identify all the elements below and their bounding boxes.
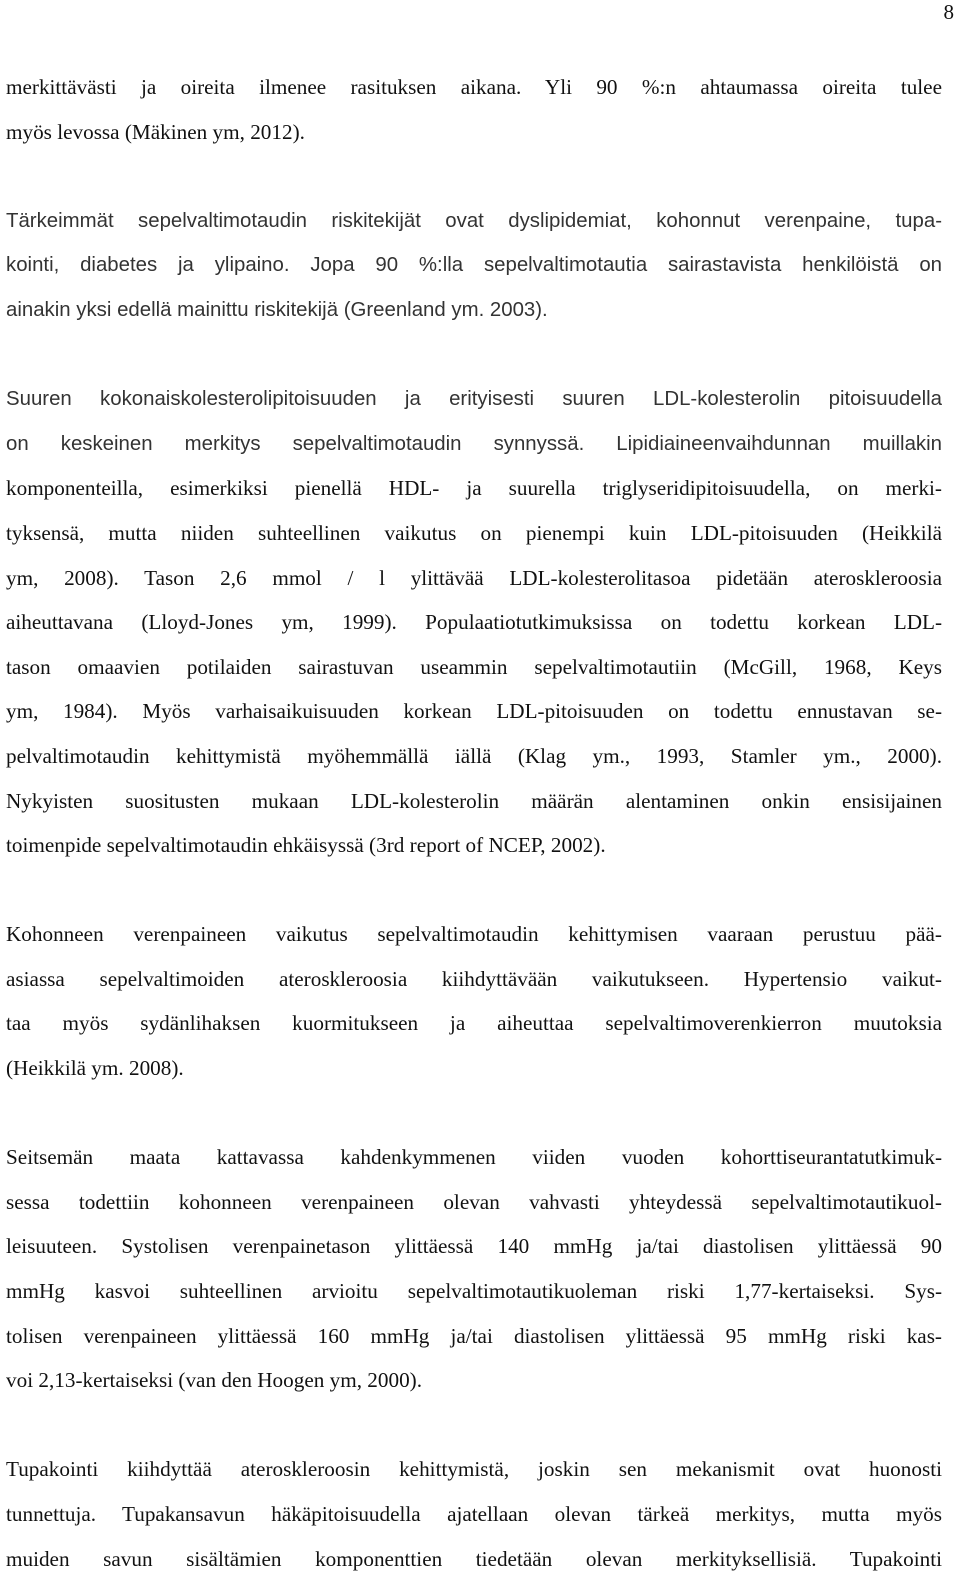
- text-line: ym, 2008). Tason 2,6 mmol / l ylittävää LDL-kolesterolitasoa pidetään ateroskleroosia: [6, 565, 942, 590]
- text-line: leisuuteen. Systolisen verenpainetason ylittäessä 140 mmHg ja/tai diastolisen ylittäessä 90: [6, 1234, 942, 1259]
- paragraph-risk-factors: [6, 199, 942, 333]
- document-body: [6, 65, 942, 1581]
- paragraph-symptoms: [6, 65, 942, 154]
- paragraph-cholesterol: [6, 377, 942, 868]
- text-line: tunnettuja. Tupakansavun häkäpitoisuudella ajatellaan olevan tärkeä merkitys, mutta myös: [6, 1502, 942, 1526]
- paragraph-smoking: [6, 1447, 942, 1581]
- text-line: mmHg kasvoi suhteellinen arvioitu sepelvaltimotautikuoleman riski 1,77-kertaiseksi. Sys-: [6, 1279, 942, 1304]
- text-line: Seitsemän maata kattavassa kahdenkymmenen viiden vuoden kohorttiseurantatutkimuk-: [6, 1145, 942, 1170]
- text-line: muiden savun sisältämien komponenttien tiedetään olevan merkityksellisiä. Tupakointi: [6, 1546, 942, 1571]
- text-line: merkittävästi ja oireita ilmenee rasituksen aikana. Yli 90 %:n ahtaumassa oireita tulee: [6, 75, 942, 99]
- text-line: on keskeinen merkitys sepelvaltimotaudin synnyssä. Lipidiaineenvaihdunnan muillakin: [6, 432, 942, 455]
- text-line: asiassa sepelvaltimoiden ateroskleroosia kiihdyttävään vaikutukseen. Hypertensio vaikut-: [6, 966, 942, 991]
- text-line: tason omaavien potilaiden sairastuvan useammin sepelvaltimotautiin (McGill, 1968, Keys: [6, 654, 942, 679]
- text-line: Tärkeimmät sepelvaltimotaudin riskitekijät ovat dyslipidemiat, kohonnut verenpaine, tupa-: [6, 209, 942, 232]
- text-line: Tupakointi kiihdyttää ateroskleroosin kehittymistä, joskin sen mekanismit ovat huonosti: [6, 1457, 942, 1482]
- page-number: 8: [943, 0, 954, 24]
- text-line: Nykyisten suositusten mukaan LDL-kolesterolin määrän alentaminen onkin ensisijainen: [6, 788, 942, 813]
- text-line: tyksensä, mutta niiden suhteellinen vaikutus on pienempi kuin LDL-pitoisuuden (Heikkilä: [6, 520, 942, 545]
- text-line: ym, 1984). Myös varhaisaikuisuuden korkean LDL-pitoisuuden on todettu ennustavan se-: [6, 699, 942, 724]
- text-line: kointi, diabetes ja ylipaino. Jopa 90 %:lla sepelvaltimotautia sairastavista henkilöistä on: [6, 254, 942, 277]
- paragraph-blood-pressure: [6, 912, 942, 1090]
- paragraph-seven-countries: [6, 1135, 942, 1403]
- text-line: ainakin yksi edellä mainittu riskitekijä (Greenland ym. 2003).: [6, 298, 548, 321]
- text-line: taa myös sydänlihaksen kuormitukseen ja aiheuttaa sepelvaltimoverenkierron muutoksia: [6, 1011, 942, 1036]
- text-line: pelvaltimotaudin kehittymistä myöhemmällä iällä (Klag ym., 1993, Stamler ym., 2000).: [6, 743, 942, 768]
- text-line: (Heikkilä ym. 2008).: [6, 1056, 184, 1081]
- text-line: Kohonneen verenpaineen vaikutus sepelvaltimotaudin kehittymisen vaaraan perustuu pää-: [6, 922, 942, 947]
- text-line: komponenteilla, esimerkiksi pienellä HDL- ja suurella triglyseridipitoisuudella, on merki-: [6, 476, 942, 501]
- text-line: toimenpide sepelvaltimotaudin ehkäisyssä (3rd report of NCEP, 2002).: [6, 833, 606, 858]
- text-line: myös levossa (Mäkinen ym, 2012).: [6, 119, 305, 144]
- text-line: voi 2,13-kertaiseksi (van den Hoogen ym, 2000).: [6, 1368, 423, 1393]
- text-line: sessa todettiin kohonneen verenpaineen olevan vahvasti yhteydessä sepelvaltimotautikuol-: [6, 1189, 942, 1214]
- text-line: tolisen verenpaineen ylittäessä 160 mmHg ja/tai diastolisen ylittäessä 95 mmHg riski kas-: [6, 1323, 942, 1348]
- text-line: Suuren kokonaiskolesterolipitoisuuden ja erityisesti suuren LDL-kolesterolin pitoisuudella: [6, 388, 942, 411]
- text-line: aiheuttavana (Lloyd-Jones ym, 1999). Populaatiotutkimuksissa on todettu korkean LDL-: [6, 610, 942, 635]
